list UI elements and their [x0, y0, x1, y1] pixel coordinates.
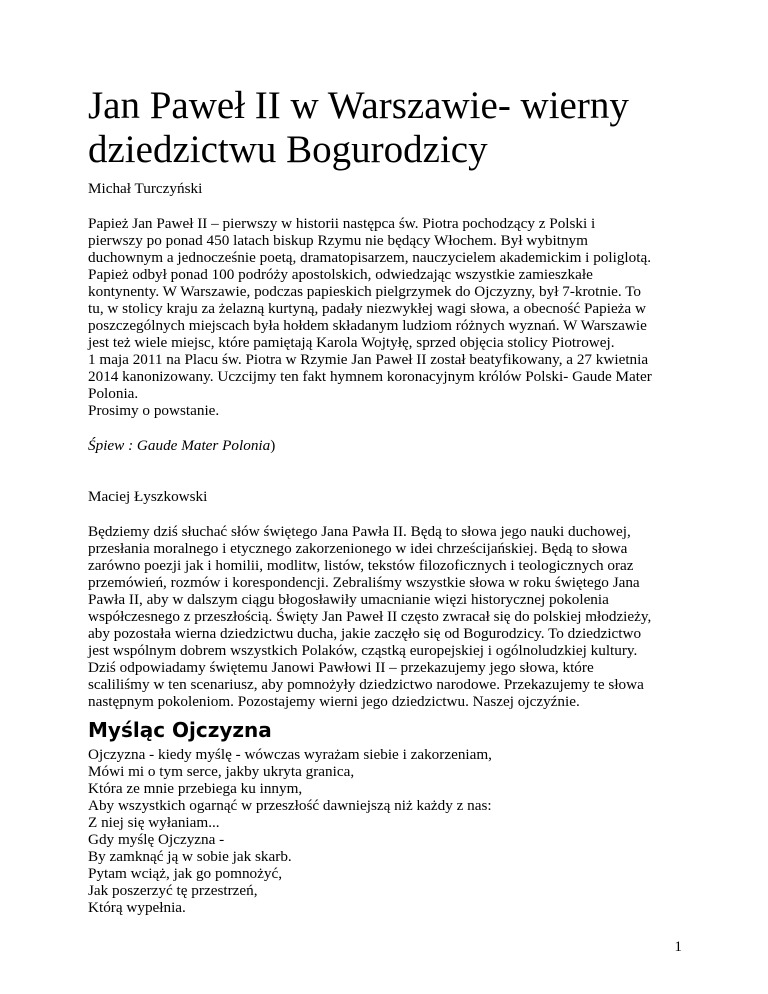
- poem-line: Jak poszerzyć tę przestrzeń,: [88, 882, 258, 899]
- paragraph-1-line: Prosimy o powstanie.: [88, 402, 220, 419]
- author-turczynski: Michał Turczyński: [88, 180, 203, 197]
- paragraph-2-line: przesłania moralnego i etycznego zakorzenionego w idei chrześcijańskiej. Będą to słowa: [88, 540, 628, 557]
- paragraph-2-line: następnym pokoleniom. Pozostajemy wierni jego dziedzictwu. Naszej ojczyźnie.: [88, 693, 580, 710]
- poem-line: Ojczyzna - kiedy myślę - wówczas wyrażam siebie i zakorzeniam,: [88, 746, 492, 763]
- paragraph-2-line: przemówień, rozmów i korespondencji. Zebraliśmy wszystkie słowa w roku świętego Jana: [88, 574, 640, 591]
- paragraph-1-line: kontynenty. W Warszawie, podczas papieskich pielgrzymek do Ojczyzny, był 7-krotnie. To: [88, 283, 642, 300]
- poem-line: Pytam wciąż, jak go pomnożyć,: [88, 865, 283, 882]
- page-number: 1: [674, 938, 682, 955]
- title-line-1: Jan Paweł II w Warszawie- wierny: [88, 84, 629, 127]
- paragraph-2-line: scaliliśmy w ten scenariusz, aby pomnożyły dziedzictwo narodowe. Przekazujemy te słowa: [88, 676, 644, 693]
- song-note: [88, 437, 275, 454]
- paragraph-1-line: jest też wiele miejsc, które pamiętają Karola Wojtyłę, sprzed objęcia stolicy Piotrowej.: [88, 334, 615, 351]
- paragraph-1-line: poszczególnych miejscach była hołdem składanym ludziom różnych wyznań. W Warszawie: [88, 317, 647, 334]
- paragraph-1-line: Polonia.: [88, 385, 139, 402]
- paragraph-2-line: współczesnego z przeszłością. Święty Jan Paweł II często zwracał się do polskiej młodzieży,: [88, 608, 652, 625]
- paragraph-2-line: aby pozostała wierna dziedzictwu ducha, jakie zaczęło się od Bogurodzicy. To dziedzictwo: [88, 625, 642, 642]
- poem-line: Gdy myślę Ojczyzna -: [88, 831, 225, 848]
- poem-line: Którą wypełnia.: [88, 899, 186, 916]
- paragraph-1-line: Papież Jan Paweł II – pierwszy w historii następca św. Piotra pochodzący z Polski i: [88, 215, 596, 232]
- poem-line: By zamknąć ją w sobie jak skarb.: [88, 848, 292, 865]
- paragraph-1-line: 2014 kanonizowany. Uczcijmy ten fakt hymnem koronacyjnym królów Polski- Gaude Mater: [88, 368, 652, 385]
- paragraph-2-line: Dziś odpowiadamy świętemu Janowi Pawłowi II – przekazujemy jego słowa, które: [88, 659, 594, 676]
- paragraph-1-line: tu, w stolicy kraju za żelazną kurtyną, padały niezwykłej wagi słowa, a obecność Papieża w: [88, 300, 646, 317]
- paragraph-1-line: pierwszy po ponad 450 latach biskup Rzymu nie będący Włochem. Był wybitnym: [88, 232, 588, 249]
- document-title: [88, 84, 688, 172]
- song-note-close: ): [270, 437, 276, 454]
- title-line-2: dziedzictwu Bogurodzicy: [88, 128, 488, 171]
- paragraph-2-line: Pawła II, aby w dalszym ciągu błogosławiły umacnianie więzi historycznej pokolenia: [88, 591, 609, 608]
- paragraph-1-line: Papież odbył ponad 100 podróży apostolskich, odwiedzając wszystkie zamieszkałe: [88, 266, 593, 283]
- poem-heading: Myśląc Ojczyzna: [88, 718, 272, 742]
- paragraph-2-line: zarówno poezji jak i homilii, modlitw, listów, tekstów filozoficznych i teologicznych oraz: [88, 557, 634, 574]
- poem-line: Z niej się wyłaniam...: [88, 814, 220, 831]
- paragraph-2-line: jest wspólnym dobrem wszystkich Polaków, cząstką europejskiej i ogólnoludzkiej kultury.: [88, 642, 638, 659]
- paragraph-1-line: 1 maja 2011 na Placu św. Piotra w Rzymie Jan Paweł II został beatyfikowany, a 27 kwietnia: [88, 351, 649, 368]
- poem-line: Aby wszystkich ogarnąć w przeszłość dawniejszą niż każdy z nas:: [88, 797, 492, 814]
- author-lyszkowski: Maciej Łyszkowski: [88, 488, 208, 505]
- poem-line: Mówi mi o tym serce, jakby ukryta granica,: [88, 763, 355, 780]
- poem-line: Która ze mnie przebiega ku innym,: [88, 780, 303, 797]
- song-note-italic: Śpiew : Gaude Mater Polonia: [88, 437, 271, 454]
- paragraph-1-line: duchownym a jednocześnie poetą, dramatopisarzem, nauczycielem akademickim i poliglotą.: [88, 249, 651, 266]
- paragraph-2-line: Będziemy dziś słuchać słów świętego Jana Pawła II. Będą to słowa jego nauki duchowej,: [88, 523, 631, 540]
